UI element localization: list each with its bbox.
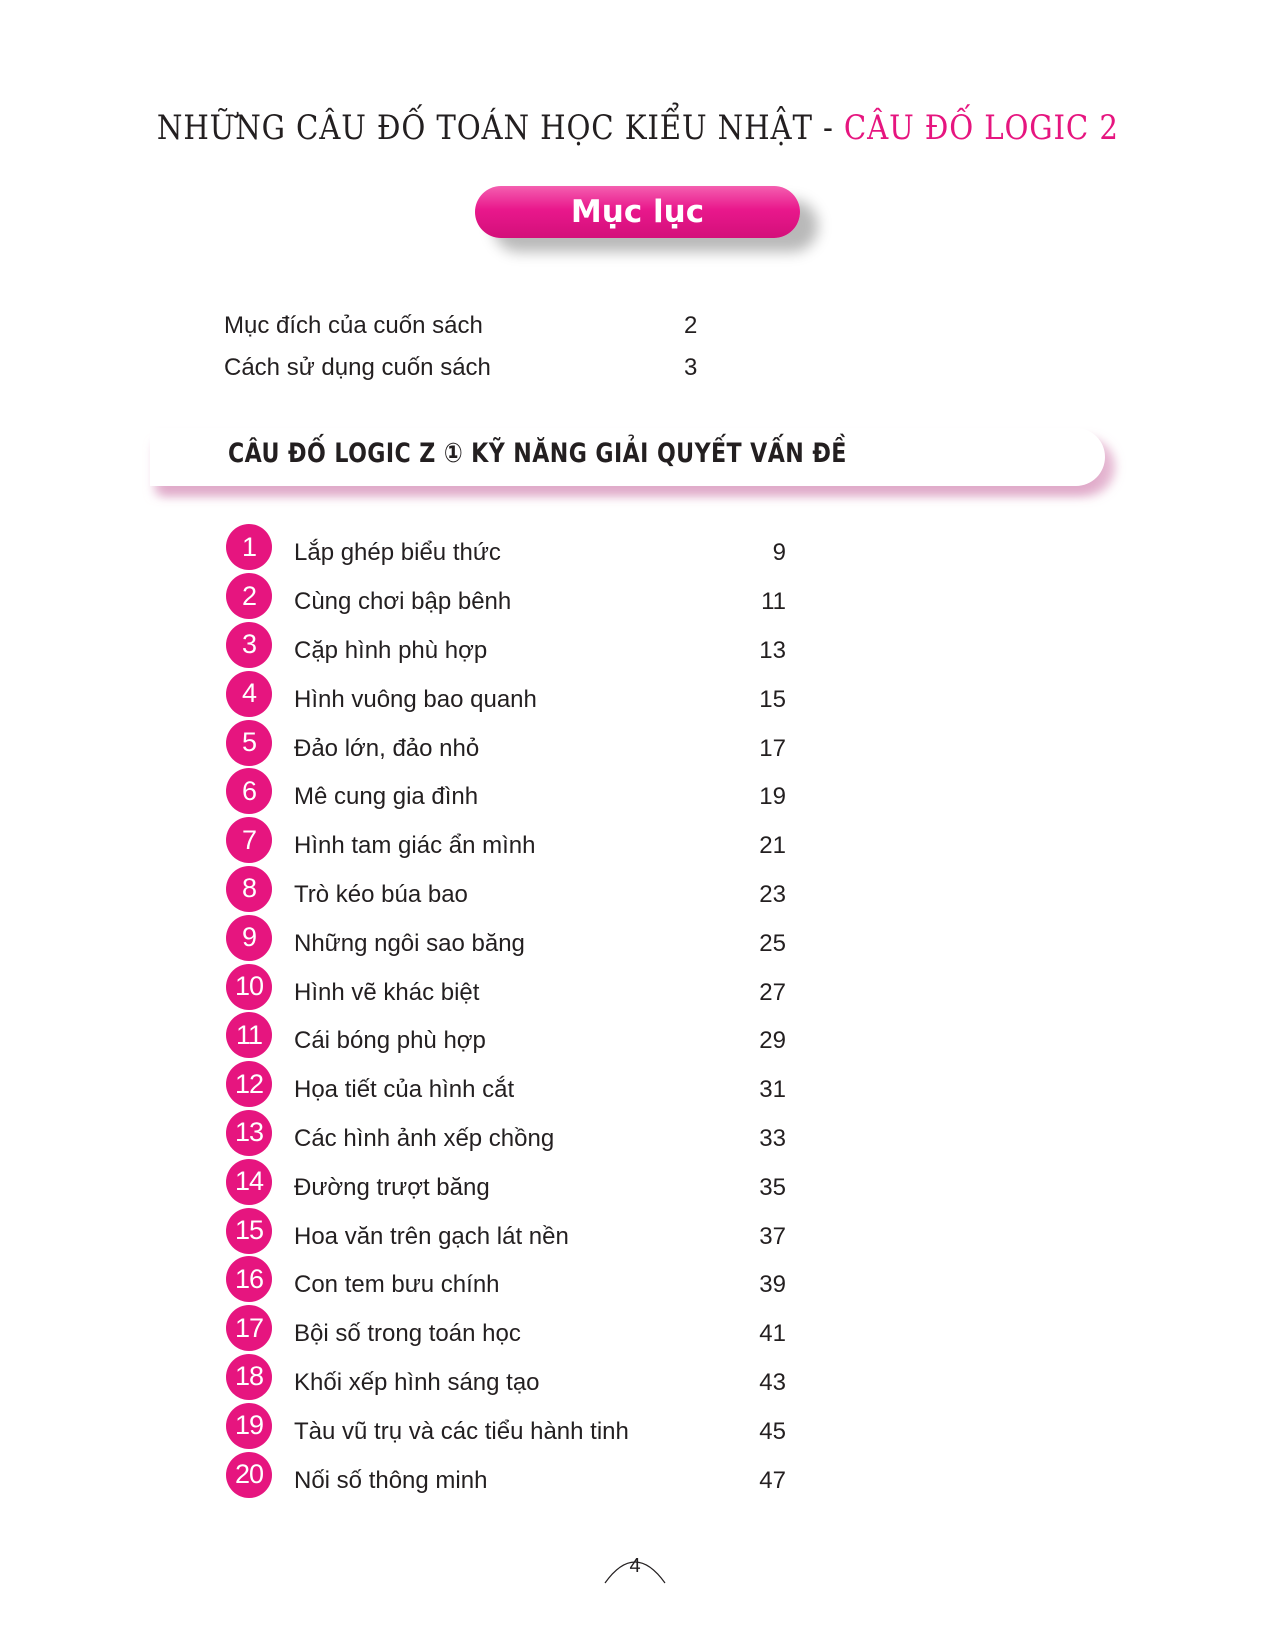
chapter-title: Hình vẽ khác biệt bbox=[294, 978, 480, 1006]
chapter-page-number: 43 bbox=[759, 1368, 786, 1396]
chapter-title: Đường trượt băng bbox=[294, 1173, 490, 1201]
chapter-number-badge: 4 bbox=[226, 671, 272, 717]
chapter-title: Cặp hình phù hợp bbox=[294, 636, 488, 664]
chapter-title: Bội số trong toán học bbox=[294, 1320, 521, 1348]
chapter-title: Cái bóng phù hợp bbox=[294, 1027, 486, 1055]
toc-heading: Mục lục bbox=[570, 194, 705, 230]
chapter-title: Cùng chơi bập bênh bbox=[294, 588, 512, 616]
chapter-item[interactable] bbox=[226, 822, 786, 871]
chapter-list bbox=[226, 529, 786, 1505]
chapter-item[interactable] bbox=[226, 871, 786, 920]
chapter-page-number: 35 bbox=[759, 1173, 786, 1201]
page-number: 4 bbox=[629, 1555, 641, 1577]
page-title bbox=[90, 108, 1187, 148]
chapter-number-badge: 13 bbox=[226, 1110, 272, 1156]
chapter-number-badge: 12 bbox=[226, 1061, 272, 1107]
intro-item-page: 2 bbox=[684, 312, 698, 339]
chapter-page-number: 13 bbox=[759, 636, 786, 664]
chapter-number-badge: 15 bbox=[226, 1208, 272, 1254]
chapter-page-number: 11 bbox=[761, 588, 786, 616]
chapter-number-badge: 14 bbox=[226, 1159, 272, 1205]
chapter-item[interactable] bbox=[226, 724, 786, 773]
chapter-title: Nối số thông minh bbox=[294, 1466, 488, 1494]
chapter-title: Đảo lớn, đảo nhỏ bbox=[294, 734, 480, 762]
chapter-page-number: 17 bbox=[759, 734, 786, 762]
chapter-title: Họa tiết của hình cắt bbox=[294, 1076, 515, 1104]
chapter-number-badge: 19 bbox=[226, 1403, 272, 1449]
chapter-item[interactable] bbox=[226, 1261, 786, 1310]
chapter-title: Con tem bưu chính bbox=[294, 1271, 500, 1299]
chapter-title: Tàu vũ trụ và các tiểu hành tinh bbox=[294, 1417, 629, 1445]
chapter-page-number: 41 bbox=[759, 1320, 786, 1348]
chapter-page-number: 23 bbox=[759, 880, 786, 908]
chapter-title: Lắp ghép biểu thức bbox=[294, 539, 501, 567]
intro-item[interactable] bbox=[224, 354, 724, 382]
toc-heading-pill bbox=[475, 186, 800, 238]
chapter-item[interactable] bbox=[226, 675, 786, 724]
chapter-page-number: 19 bbox=[759, 783, 786, 811]
chapter-number-badge: 6 bbox=[226, 768, 272, 814]
chapter-item[interactable] bbox=[226, 627, 786, 676]
chapter-item[interactable] bbox=[226, 1456, 786, 1505]
chapter-number-badge: 20 bbox=[226, 1452, 272, 1498]
chapter-title: Những ngôi sao băng bbox=[294, 929, 525, 957]
chapter-number-badge: 8 bbox=[226, 866, 272, 912]
chapter-page-number: 25 bbox=[759, 929, 786, 957]
chapter-item[interactable] bbox=[226, 1407, 786, 1456]
chapter-title: Các hình ảnh xếp chồng bbox=[294, 1124, 555, 1152]
chapter-item[interactable] bbox=[226, 1212, 786, 1261]
chapter-number-badge: 11 bbox=[226, 1012, 272, 1058]
chapter-number-badge: 17 bbox=[226, 1305, 272, 1351]
section-banner bbox=[150, 428, 1105, 486]
chapter-title: Hình vuông bao quanh bbox=[294, 685, 537, 713]
chapter-number-badge: 5 bbox=[226, 720, 272, 766]
chapter-number-badge: 16 bbox=[226, 1256, 272, 1302]
chapter-page-number: 15 bbox=[759, 685, 786, 713]
chapter-item[interactable] bbox=[226, 919, 786, 968]
page-footer bbox=[602, 1547, 668, 1587]
chapter-number-badge: 2 bbox=[226, 573, 272, 619]
chapter-number-badge: 1 bbox=[226, 524, 272, 570]
chapter-page-number: 33 bbox=[759, 1124, 786, 1152]
intro-item-page: 3 bbox=[684, 354, 698, 381]
chapter-number-badge: 9 bbox=[226, 915, 272, 961]
chapter-page-number: 29 bbox=[759, 1027, 786, 1055]
chapter-item[interactable] bbox=[226, 529, 786, 578]
chapter-title: Khối xếp hình sáng tạo bbox=[294, 1368, 540, 1396]
chapter-number-badge: 10 bbox=[226, 964, 272, 1010]
chapter-item[interactable] bbox=[226, 578, 786, 627]
book-title: NHỮNG CÂU ĐỐ TOÁN HỌC KIỂU NHẬT bbox=[156, 108, 813, 148]
chapter-page-number: 37 bbox=[759, 1222, 786, 1250]
chapter-page-number: 27 bbox=[759, 978, 786, 1006]
chapter-page-number: 47 bbox=[759, 1466, 786, 1494]
chapter-item[interactable] bbox=[226, 1163, 786, 1212]
chapter-item[interactable] bbox=[226, 1359, 786, 1408]
book-subtitle: CÂU ĐỐ LOGIC 2 bbox=[843, 108, 1119, 148]
section-title: CÂU ĐỐ LOGIC Z ① KỸ NĂNG GIẢI QUYẾT VẤN ĐỀ bbox=[228, 438, 847, 469]
chapter-page-number: 9 bbox=[772, 539, 786, 567]
title-separator: - bbox=[822, 108, 834, 148]
chapter-item[interactable] bbox=[226, 1017, 786, 1066]
chapter-title: Trò kéo búa bao bbox=[294, 880, 468, 908]
chapter-title: Hoa văn trên gạch lát nền bbox=[294, 1222, 569, 1250]
chapter-item[interactable] bbox=[226, 1115, 786, 1164]
chapter-title: Mê cung gia đình bbox=[294, 783, 479, 811]
intro-item[interactable] bbox=[224, 312, 724, 340]
chapter-item[interactable] bbox=[226, 1066, 786, 1115]
intro-item-title: Cách sử dụng cuốn sách bbox=[224, 354, 491, 381]
chapter-number-badge: 18 bbox=[226, 1354, 272, 1400]
chapter-item[interactable] bbox=[226, 773, 786, 822]
chapter-page-number: 45 bbox=[759, 1417, 786, 1445]
chapter-title: Hình tam giác ẩn mình bbox=[294, 832, 536, 860]
chapter-page-number: 21 bbox=[759, 832, 786, 860]
intro-item-title: Mục đích của cuốn sách bbox=[224, 312, 483, 339]
chapter-item[interactable] bbox=[226, 968, 786, 1017]
chapter-page-number: 39 bbox=[759, 1271, 786, 1299]
chapter-item[interactable] bbox=[226, 1310, 786, 1359]
chapter-number-badge: 3 bbox=[226, 622, 272, 668]
chapter-page-number: 31 bbox=[759, 1076, 786, 1104]
chapter-number-badge: 7 bbox=[226, 817, 272, 863]
